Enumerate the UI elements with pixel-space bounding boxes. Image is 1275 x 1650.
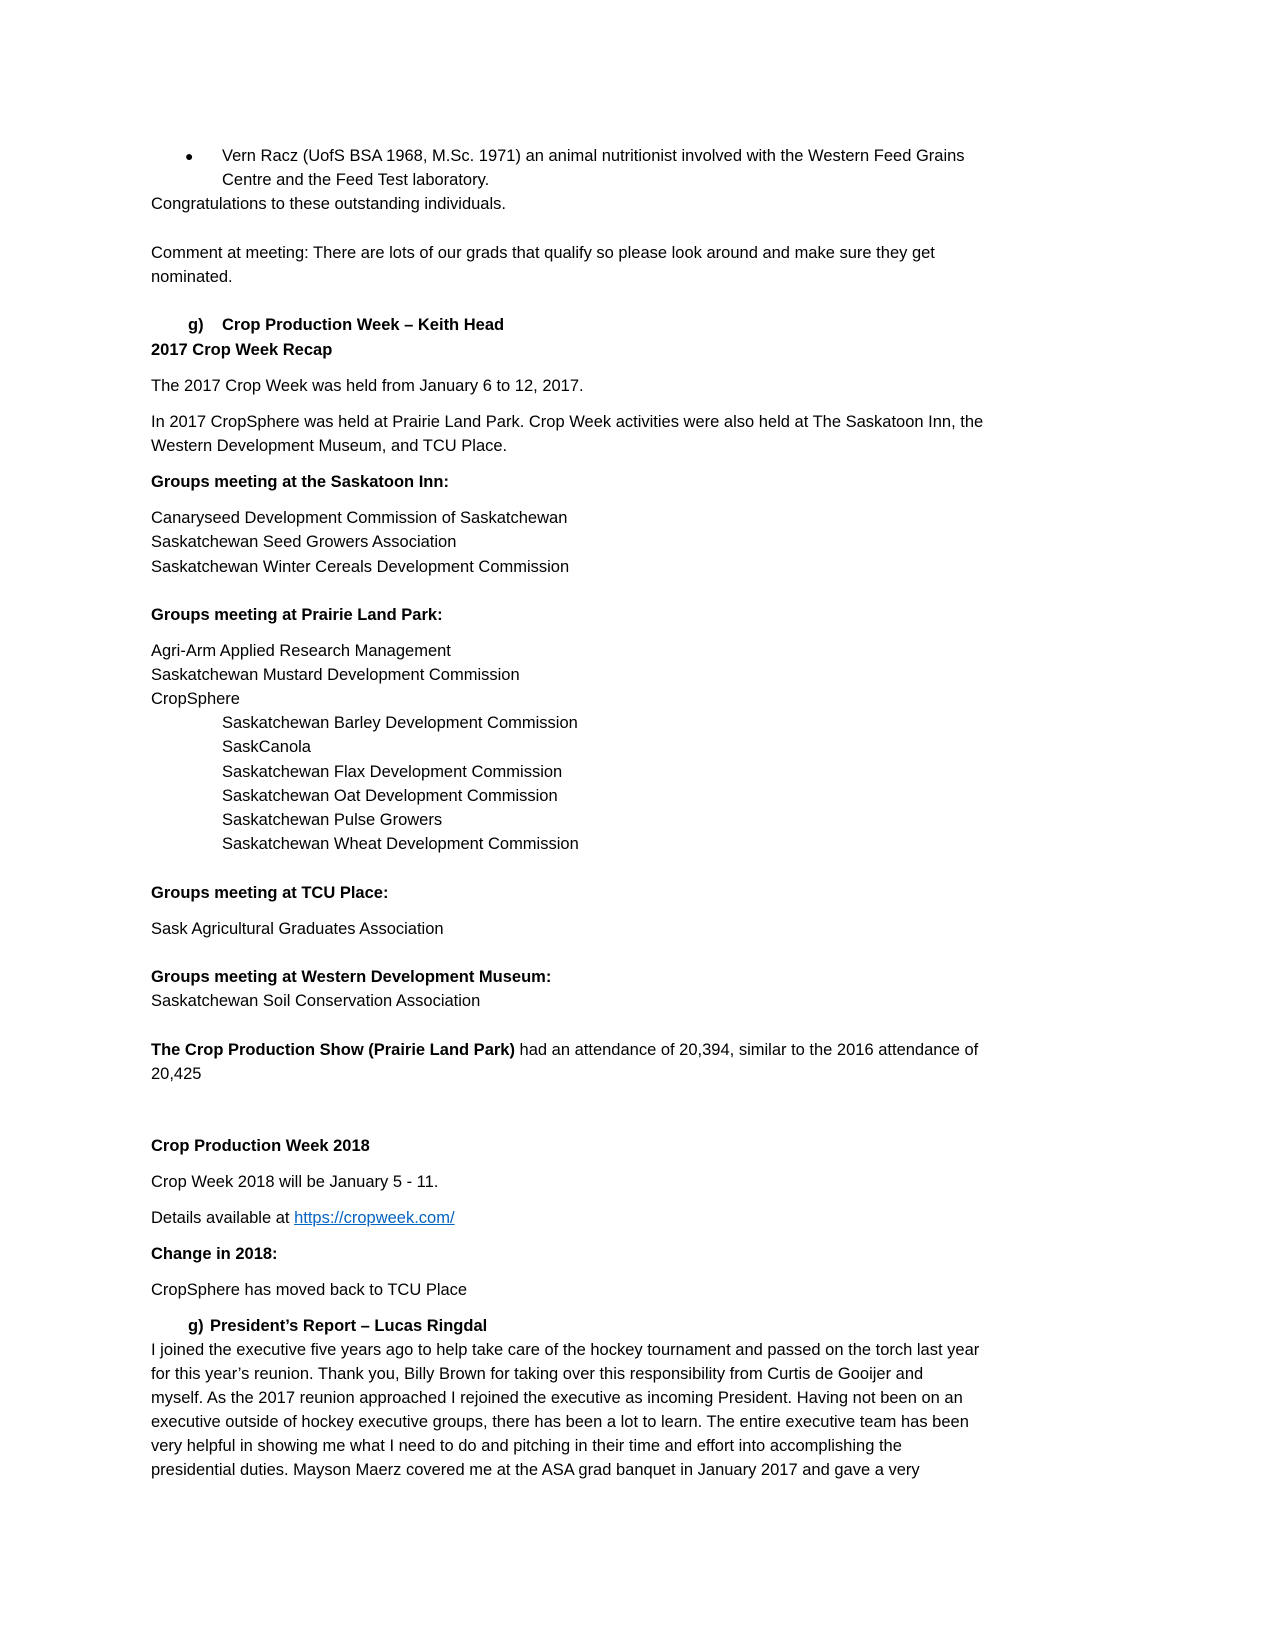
list-item: Canaryseed Development Commission of Saskatchewan bbox=[151, 509, 568, 527]
president-paragraph-line: presidential duties. Mayson Maerz covered me at the ASA grad banquet in January 2017 and gave a very bbox=[151, 1461, 920, 1479]
president-paragraph-line: for this year’s reunion. Thank you, Billy Brown for taking over this responsibility from Curtis de Gooijer and bbox=[151, 1365, 924, 1383]
cropsphere-list-item: Saskatchewan Oat Development Commission bbox=[222, 787, 558, 805]
section-label: g) bbox=[188, 316, 204, 334]
list-item: Saskatchewan Winter Cereals Development Commission bbox=[151, 558, 570, 576]
congratulations-text: Congratulations to these outstanding individuals. bbox=[151, 195, 506, 213]
crop-week-heading-text: Crop Production Week – Keith Head bbox=[222, 316, 505, 334]
president-paragraph-line: myself. As the 2017 reunion approached I rejoined the executive as incoming President. Having not been on an bbox=[151, 1389, 963, 1407]
week-2018-heading: Crop Production Week 2018 bbox=[151, 1137, 370, 1155]
venue-line-2: Western Development Museum, and TCU Place. bbox=[151, 437, 508, 455]
attendance-bold: The Crop Production Show (Prairie Land Park) bbox=[151, 1041, 515, 1059]
venue-line-1: In 2017 CropSphere was held at Prairie Land Park. Crop Week activities were also held at The Saskatoon Inn, the bbox=[151, 413, 984, 431]
cropweek-link[interactable]: https://cropweek.com/ bbox=[294, 1209, 455, 1227]
prairie-land-heading: Groups meeting at Prairie Land Park: bbox=[151, 606, 443, 624]
list-item: Sask Agricultural Graduates Association bbox=[151, 920, 444, 938]
details-prefix: Details available at bbox=[151, 1209, 295, 1227]
wdm-heading: Groups meeting at Western Development Museum: bbox=[151, 968, 552, 986]
crop-week-heading bbox=[188, 314, 504, 336]
comment-line-1: Comment at meeting: There are lots of our grads that qualify so please look around and make sure they get bbox=[151, 244, 935, 262]
cropsphere-list-item: Saskatchewan Wheat Development Commission bbox=[222, 835, 579, 853]
attendance-rest: had an attendance of 20,394, similar to the 2016 attendance of bbox=[514, 1041, 979, 1059]
cropsphere-list-item: Saskatchewan Pulse Growers bbox=[222, 811, 443, 829]
president-paragraph-line: executive outside of hockey executive groups, there has been a lot to learn. The entire executive team has been bbox=[151, 1413, 969, 1431]
held-text: The 2017 Crop Week was held from January 6 to 12, 2017. bbox=[151, 377, 584, 395]
attendance-line-1 bbox=[151, 1039, 978, 1061]
list-item: Saskatchewan Mustard Development Commission bbox=[151, 666, 520, 684]
details-line bbox=[151, 1207, 455, 1229]
cropsphere-list-item: Saskatchewan Barley Development Commission bbox=[222, 714, 578, 732]
comment-line-2: nominated. bbox=[151, 268, 233, 286]
president-paragraph-line: very helpful in showing me what I need to do and pitching in their time and effort into accomplishing the bbox=[151, 1437, 902, 1455]
recap-title: 2017 Crop Week Recap bbox=[151, 341, 333, 359]
list-item: Saskatchewan Seed Growers Association bbox=[151, 533, 457, 551]
list-item: Agri-Arm Applied Research Management bbox=[151, 642, 451, 660]
bullet-marker: ● bbox=[185, 148, 194, 164]
saskatoon-inn-heading: Groups meeting at the Saskatoon Inn: bbox=[151, 473, 449, 491]
president-heading-text: President’s Report – Lucas Ringdal bbox=[210, 1317, 488, 1335]
list-item: Saskatchewan Soil Conservation Association bbox=[151, 992, 481, 1010]
cropsphere-list-item: Saskatchewan Flax Development Commission bbox=[222, 763, 563, 781]
bullet-text-line-1: Vern Racz (UofS BSA 1968, M.Sc. 1971) an animal nutritionist involved with the Western Feed Grains bbox=[222, 147, 965, 165]
section-label: g) bbox=[188, 1317, 204, 1335]
change-heading: Change in 2018: bbox=[151, 1245, 278, 1263]
list-item: CropSphere bbox=[151, 690, 240, 708]
change-text: CropSphere has moved back to TCU Place bbox=[151, 1281, 468, 1299]
attendance-line-2: 20,425 bbox=[151, 1065, 202, 1083]
president-heading bbox=[188, 1315, 487, 1337]
bullet-text-line-2: Centre and the Feed Test laboratory. bbox=[222, 171, 490, 189]
week-2018-dates: Crop Week 2018 will be January 5 - 11. bbox=[151, 1173, 439, 1191]
cropsphere-list-item: SaskCanola bbox=[222, 738, 311, 756]
president-paragraph-line: I joined the executive five years ago to help take care of the hockey tournament and passed on the torch last year bbox=[151, 1341, 980, 1359]
tcu-heading: Groups meeting at TCU Place: bbox=[151, 884, 389, 902]
